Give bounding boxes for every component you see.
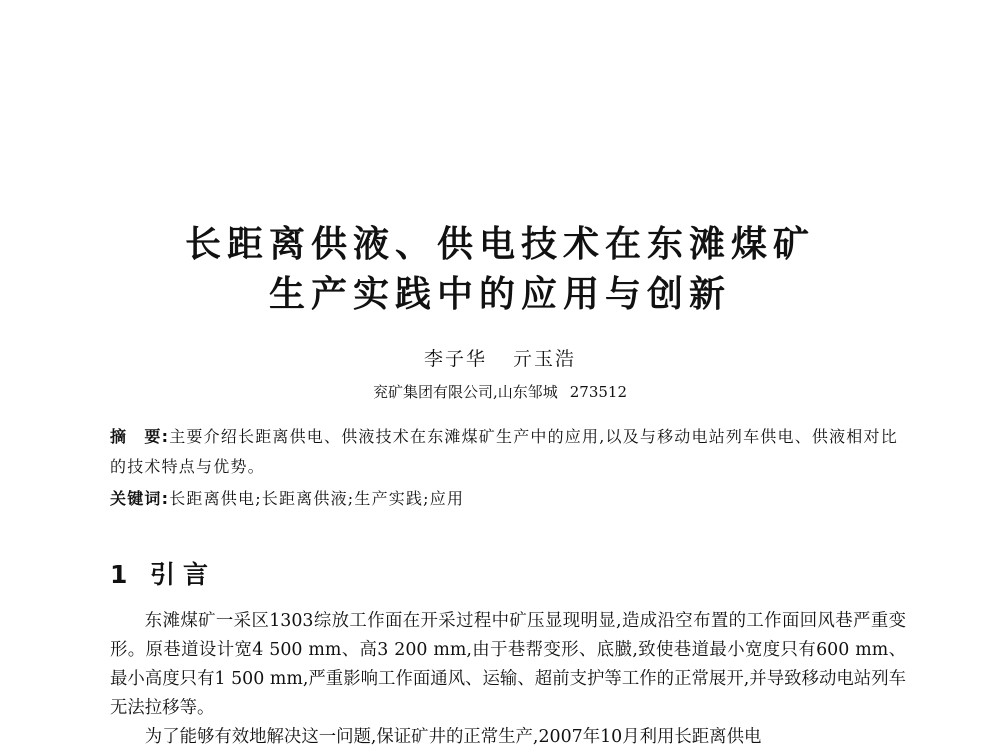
section-number: 1 bbox=[110, 560, 128, 589]
keywords-label: 关键词: bbox=[110, 489, 170, 508]
affiliation-postcode: 273512 bbox=[569, 383, 628, 401]
keywords-text: 长距离供电;长距离供液;生产实践;应用 bbox=[169, 489, 465, 508]
body-paragraph: 东滩煤矿一采区1303综放工作面在开采过程中矿压显现明显,造成沿空布置的工作面回风巷严重变形。原巷道设计宽4 500 mm、高3 200 mm,由于巷帮变形、底臌,致使巷道最小宽度只有600 mm、最小高度只有1 500 mm,严重影响工作面通风、运输、超前支护等工作的正常展开,并导致移动电站列车无法拉移等。 bbox=[110, 611, 906, 718]
abstract-text: 主要介绍长距离供电、供液技术在东滩煤矿生产中的应用,以及与移动电站列车供电、供液相对比的技术特点与优势。 bbox=[110, 427, 898, 476]
affiliation-org: 兖矿集团有限公司,山东邹城 bbox=[372, 383, 558, 401]
section-heading bbox=[110, 560, 216, 590]
author-name: 李子华 bbox=[423, 348, 487, 370]
abstract-label: 摘 要: bbox=[110, 427, 170, 446]
paper-title-line-2: 生产实践中的应用与创新 bbox=[268, 274, 731, 315]
section-body bbox=[110, 607, 906, 745]
author-name: 亓玉浩 bbox=[513, 348, 577, 370]
authors bbox=[0, 346, 1000, 372]
body-paragraph: 为了能够有效地解决这一问题,保证矿井的正常生产,2007年10月利用长距离供电 bbox=[144, 727, 762, 745]
section-title: 引言 bbox=[150, 560, 217, 589]
keywords bbox=[110, 484, 910, 514]
affiliation bbox=[0, 381, 1000, 403]
abstract bbox=[110, 422, 910, 482]
paper-title-line-1: 长距离供液、供电技术在东滩煤矿 bbox=[184, 224, 815, 265]
